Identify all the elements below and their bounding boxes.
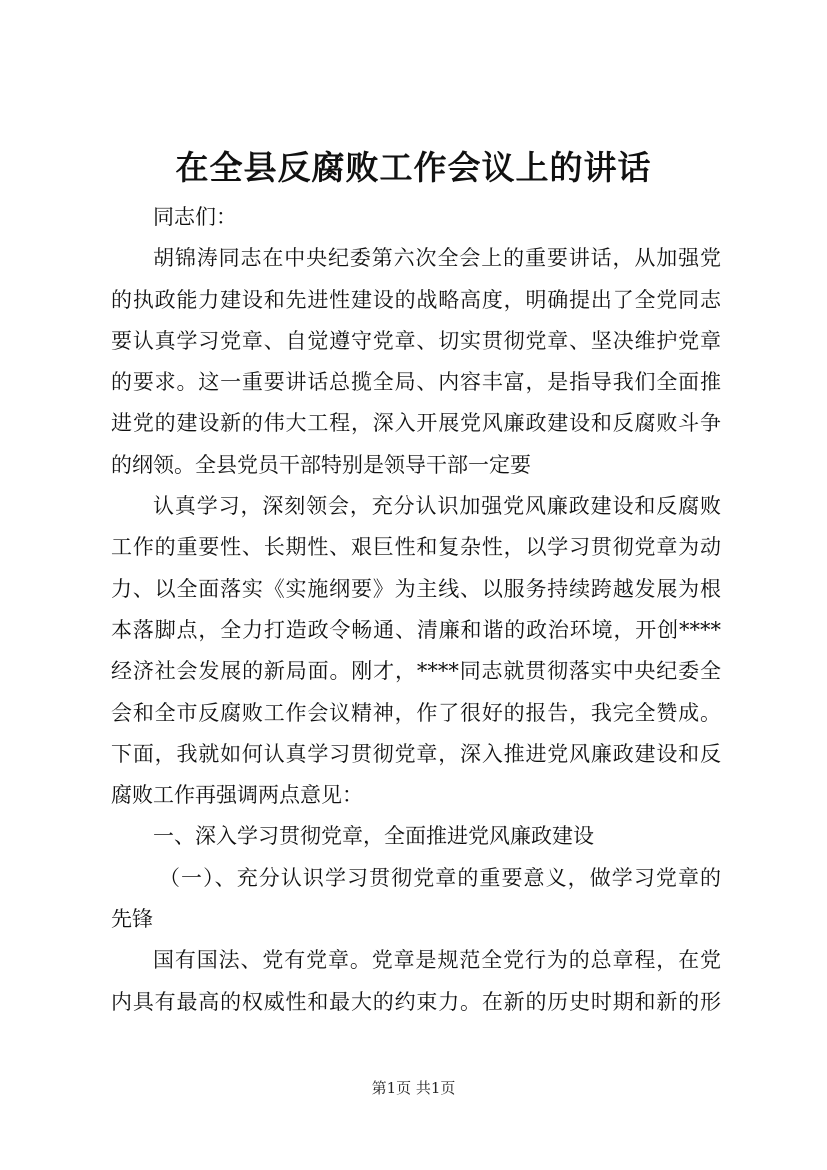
body-line: 下面，我就如何认真学习贯彻党章，深入推进党风廉政建设和反 <box>111 741 721 766</box>
body-line: 国有国法、党有党章。党章是规范全党行为的总章程，在党 <box>153 948 721 973</box>
body-line: 的要求。这一重要讲话总揽全局、内容丰富，是指导我们全面推 <box>111 370 721 395</box>
body-line: 胡锦涛同志在中央纪委第六次全会上的重要讲话，从加强党 <box>153 246 721 271</box>
body-line: 同志们： <box>153 205 237 229</box>
body-line: 腐败工作再强调两点意见： <box>111 783 363 808</box>
document-body <box>111 197 721 1023</box>
page-number-footer: 第1页 共1页 <box>371 1079 456 1097</box>
subsection-heading: （一）、充分认识学习贯彻党章的重要意义，做学习党章的 <box>159 865 721 890</box>
subsection-heading-cont: 先锋 <box>111 907 153 932</box>
body-line: 本落脚点，全力打造政令畅通、清廉和谐的政治环境，开创**** <box>111 617 721 642</box>
body-line: 认真学习，深刻领会，充分认识加强党风廉政建设和反腐败 <box>153 494 721 519</box>
document-title: 在全县反腐败工作会议上的讲话 <box>175 148 652 187</box>
body-line: 会和全市反腐败工作会议精神，作了很好的报告，我完全赞成。 <box>111 700 721 725</box>
body-line: 进党的建设新的伟大工程，深入开展党风廉政建设和反腐败斗争 <box>111 411 721 436</box>
body-line: 力、以全面落实《实施纲要》为主线、以服务持续跨越发展为根 <box>111 576 721 601</box>
body-line: 要认真学习党章、自觉遵守党章、切实贯彻党章、坚决维护党章 <box>111 328 721 353</box>
body-line: 经济社会发展的新局面。刚才，****同志就贯彻落实中央纪委全 <box>111 659 721 684</box>
body-line: 内具有最高的权威性和最大的约束力。在新的历史时期和新的形 <box>111 989 721 1014</box>
body-line: 工作的重要性、长期性、艰巨性和复杂性，以学习贯彻党章为动 <box>111 535 721 560</box>
section-heading: 一、深入学习贯彻党章，全面推进党风廉政建设 <box>153 824 594 849</box>
body-line: 的执政能力建设和先进性建设的战略高度，明确提出了全党同志 <box>111 287 721 312</box>
body-line: 的纲领。全县党员干部特别是领导干部一定要 <box>111 452 531 477</box>
